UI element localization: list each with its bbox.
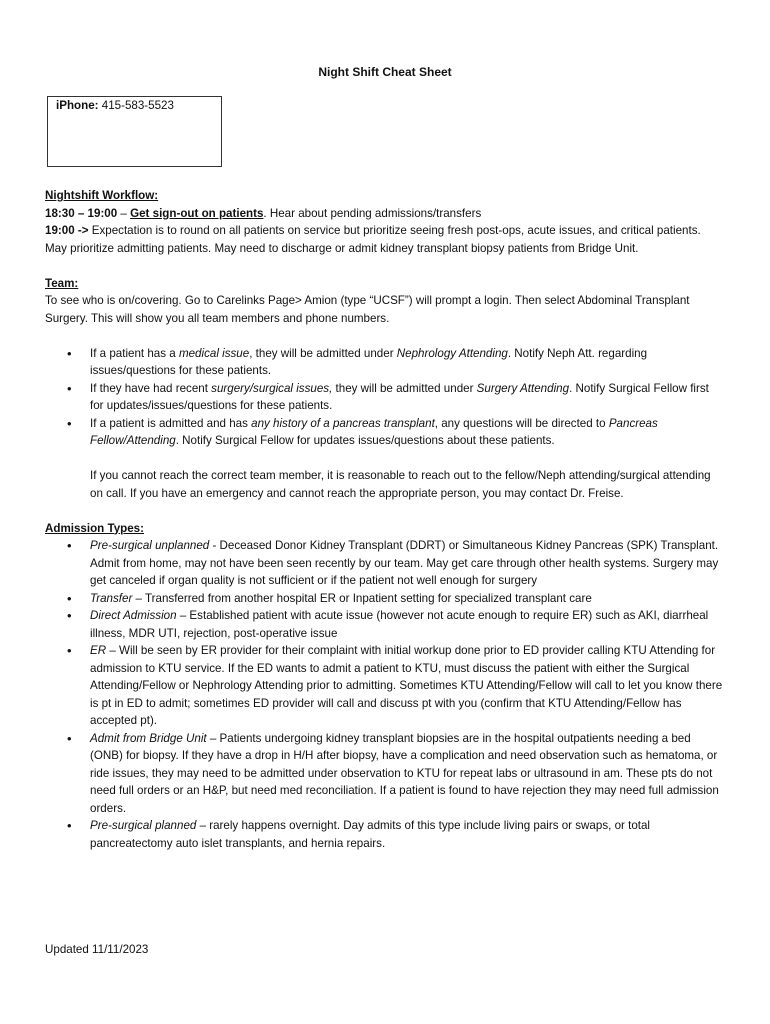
workflow-line-1-action: Get sign-out on patients	[130, 206, 264, 220]
workflow-line-2	[45, 222, 725, 257]
list-item: • If a patient is admitted and has any history of a pancreas transplant, any questions will be directed to Pancreas Fellow/Attending. Notify Surgical Fellow for updates issues/questions about these patients.	[45, 415, 725, 450]
workflow-line-2-time: 19:00 ->	[45, 224, 89, 237]
list-item: • Pre-surgical planned – rarely happens overnight. Day admits of this type include living pairs or swaps, or total pancreatectomy auto islet transplants, and hernia repairs.	[45, 817, 725, 852]
workflow-line-1-rest: . Hear about pending admissions/transfers	[263, 206, 482, 220]
team-note: If you cannot reach the correct team member, it is reasonable to reach out to the fellow/Neph attending/surgical attending on call. If you have an emergency and cannot reach the appropriate person, you may contact Dr. Freise.	[90, 469, 711, 500]
team-heading: Team:	[45, 276, 79, 290]
list-item: • Direct Admission – Established patient with acute issue (however not acute enough to require ER) such as AKI, diarrheal illness, MDR UTI, rejection, post-operative issue	[45, 607, 725, 642]
workflow-line-1-sep: –	[117, 206, 131, 220]
phone-box	[47, 96, 222, 167]
page-title: Night Shift Cheat Sheet	[318, 65, 452, 79]
team-bullets	[45, 345, 725, 450]
updated-date: Updated 11/11/2023	[45, 943, 149, 956]
list-item: • If a patient has a medical issue, they will be admitted under Nephrology Attending. Notify Neph Att. regarding issues/questions for these patients.	[45, 345, 725, 380]
document-body	[45, 187, 725, 852]
workflow-line-1-time: 18:30 – 19:00	[45, 206, 118, 220]
workflow-heading: Nightshift Workflow:	[45, 189, 159, 202]
team-intro: To see who is on/covering. Go to Carelinks Page> Amion (type “UCSF”) will prompt a login. Then select Abdominal Transplant Surgery. This will show you all team members and phone numbers.	[45, 294, 690, 325]
workflow-line-1	[45, 205, 725, 223]
list-item: • If they have had recent surgery/surgical issues, they will be admitted under Surgery Attending. Notify Surgical Fellow first for updates/issues/questions for these patients.	[45, 380, 725, 415]
list-item: • ER – Will be seen by ER provider for their complaint with initial workup done prior to ED provider calling KTU Attending for admission to KTU service. If the ED wants to admit a patient to KTU, must discuss the patient with either the Surgical Attending/Fellow or Nephrology Attending prior to admitting. Sometimes KTU Attending/Fellow will call to let you know there is pt in ED to admit; sometimes ED provider will call and discuss pt with you (confirm that KTU Attending/Fellow has accepted pt).	[45, 642, 725, 730]
list-item: • Transfer – Transferred from another hospital ER or Inpatient setting for specialized transplant care	[45, 590, 725, 608]
workflow-line-2-rest: Expectation is to round on all patients on service but prioritize seeing fresh post-ops, acute issues, and critical patients. May prioritize admitting patients. May need to discharge or admit kidney transplant biopsy patients from Bridge Unit.	[45, 224, 701, 255]
admission-heading: Admission Types:	[45, 521, 144, 535]
phone-label: iPhone:	[56, 99, 99, 112]
phone-number: 415-583-5523	[101, 99, 174, 112]
list-item: • Pre-surgical unplanned - Deceased Donor Kidney Transplant (DDRT) or Simultaneous Kidney Pancreas (SPK) Transplant. Admit from home, may not have been seen recently by our team. May get care through other health systems. Surgery may get canceled if organ quality is not sufficient or if the patient not well enough for surgery	[45, 537, 725, 590]
list-item: • Admit from Bridge Unit – Patients undergoing kidney transplant biopsies are in the hospital outpatients needing a bed (ONB) for biopsy. If they have a drop in H/H after biopsy, have a complication and need observation such as hematoma, or ride issues, they may need to be admitted under observation to KTU for repeat labs or ultrasound in am. These pts do not need full orders or an H&P, but need med reconciliation. If a patient is found to have rejection they may need full admission orders.	[45, 730, 725, 818]
admission-list	[45, 537, 725, 852]
